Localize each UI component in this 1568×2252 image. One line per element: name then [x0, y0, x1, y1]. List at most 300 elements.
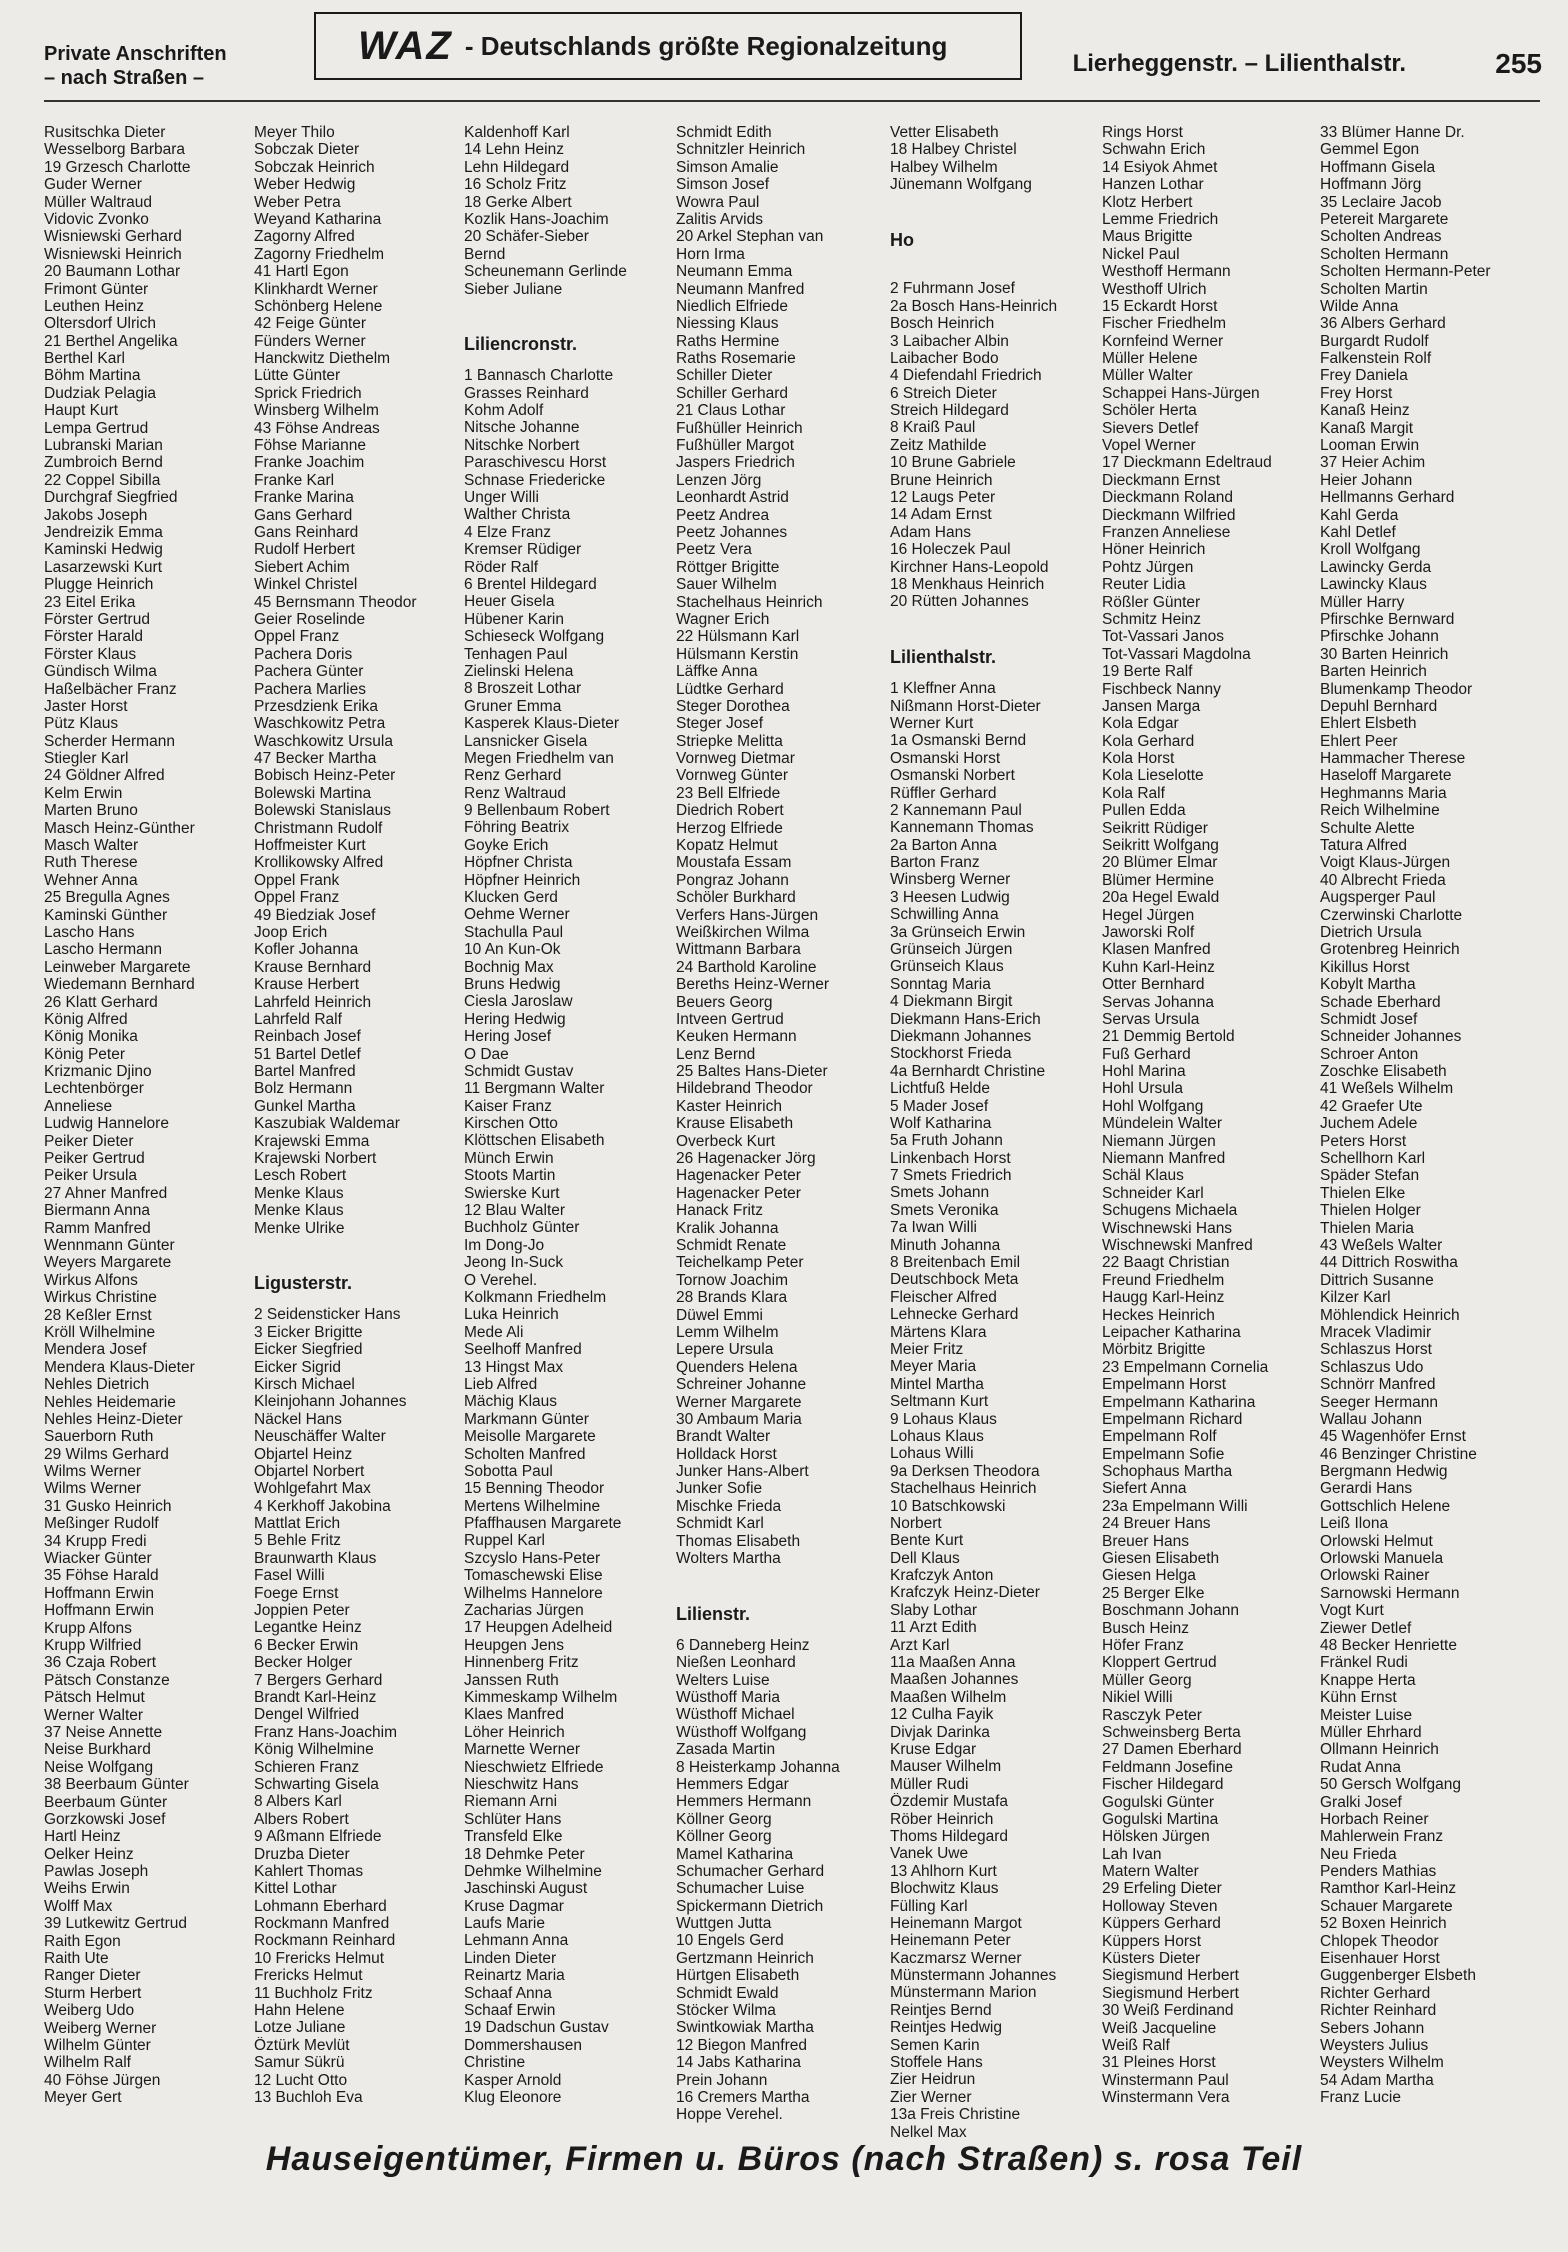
directory-entry: Lahrfeld Heinrich [254, 993, 372, 1011]
directory-entry: Joppien Peter [254, 1602, 350, 1620]
directory-entry: Gündisch Wilma [44, 663, 157, 681]
directory-entry: Luka Heinrich [464, 1306, 559, 1324]
directory-entry: 23a Empelmann Willi [1102, 1497, 1248, 1515]
directory-entry: Swierske Kurt [464, 1184, 560, 1202]
directory-entry: Sturm Herbert [44, 1984, 142, 2002]
directory-entry: Chlopek Theodor [1320, 1932, 1439, 1950]
directory-entry: Schöler Burkhard [676, 889, 796, 907]
directory-entry: Gralki Josef [1320, 1793, 1402, 1811]
directory-entry: 1a Osmanski Bernd [890, 732, 1027, 750]
directory-entry: Buchholz Günter [464, 1219, 580, 1237]
directory-entry: Schmitz Heinz [1102, 610, 1202, 628]
directory-entry: Wohlgefahrt Max [254, 1480, 371, 1498]
directory-entry: Fünders Werner [254, 332, 366, 350]
directory-entry: Druzba Dieter [254, 1845, 350, 1863]
directory-entry: Unger Willi [464, 489, 539, 507]
directory-entry: Krupp Alfons [44, 1619, 132, 1637]
directory-entry: Schiller Gerhard [676, 384, 788, 402]
directory-entry: 9 Lohaus Klaus [890, 1410, 997, 1428]
directory-entry: Stachulla Paul [464, 923, 564, 941]
directory-entry: Krajewski Emma [254, 1132, 370, 1150]
directory-entry: Stockhorst Frieda [890, 1045, 1012, 1063]
directory-entry: Ruppel Karl [464, 1532, 545, 1550]
directory-entry: Diekmann Johannes [890, 1027, 1032, 1045]
directory-entry: Jünemann Wolfgang [890, 176, 1032, 194]
directory-entry: Neuschäffer Walter [254, 1428, 386, 1446]
directory-entry: Heghmanns Maria [1320, 784, 1447, 802]
directory-entry: Ramm Manfred [44, 1219, 151, 1237]
directory-entry: Simson Amalie [676, 158, 779, 176]
directory-entry: Weiß Jacqueline [1102, 2019, 1217, 2037]
directory-entry: Mischke Frieda [676, 1497, 782, 1515]
directory-entry: Werner Walter [44, 1706, 144, 1724]
directory-entry: Scholten Hermann-Peter [1320, 263, 1491, 281]
directory-entry: Lehmann Anna [464, 1932, 569, 1950]
directory-entry: Sobczak Dieter [254, 141, 360, 159]
section-label-line2: – nach Straßen – [44, 67, 205, 89]
directory-entry: 33 Blümer Hanne Dr. [1320, 124, 1465, 141]
directory-entry: 12 Lucht Otto [254, 2071, 348, 2089]
directory-entry: Keuken Hermann [676, 1028, 797, 1046]
directory-entry: Kremser Rüdiger [464, 541, 582, 559]
directory-entry: 30 Barten Heinrich [1320, 645, 1449, 663]
directory-entry: Wilde Anna [1320, 297, 1399, 315]
directory-entry: Hübener Karin [464, 610, 564, 628]
directory-entry: Walther Christa [464, 506, 571, 524]
directory-entry: Kanaß Heinz [1320, 402, 1410, 420]
street-heading: Liliencronstr. [464, 334, 578, 355]
column-2 [254, 124, 459, 2106]
directory-entry: 11a Maaßen Anna [890, 1654, 1016, 1672]
directory-entry: 29 Wilms Gerhard [44, 1445, 169, 1463]
directory-entry: Fleischer Alfred [890, 1288, 997, 1306]
directory-entry: Ziewer Detlef [1320, 1619, 1412, 1637]
directory-entry: Röder Ralf [464, 558, 539, 576]
directory-entry: Knappe Herta [1320, 1671, 1416, 1689]
directory-entry: Voigt Klaus-Jürgen [1320, 854, 1451, 872]
directory-entry: Sobczak Heinrich [254, 158, 375, 176]
directory-entry: Simson Josef [676, 176, 770, 194]
directory-entry: 2a Barton Anna [890, 836, 997, 854]
directory-entry: Wisniewski Heinrich [44, 245, 182, 263]
directory-entry: Haßelbächer Franz [44, 680, 177, 698]
directory-entry: Schnörr Manfred [1320, 1376, 1436, 1394]
directory-entry: 48 Becker Henriette [1320, 1636, 1457, 1654]
directory-entry: 41 Weßels Wilhelm [1320, 1080, 1454, 1098]
directory-entry: 14 Jabs Katharina [676, 2054, 801, 2072]
column-4 [676, 124, 881, 2124]
directory-entry: Eicker Siegfried [254, 1341, 363, 1359]
directory-entry: Münstermann Marion [890, 1984, 1037, 2002]
directory-entry: 23 Empelmann Cornelia [1102, 1358, 1269, 1376]
directory-entry: Barton Franz [890, 854, 980, 872]
directory-entry: Peiker Ursula [44, 1167, 138, 1185]
directory-entry: Kopatz Helmut [676, 837, 778, 855]
directory-entry: Weyers Margarete [44, 1254, 172, 1272]
directory-entry: Herzog Elfriede [676, 819, 783, 837]
directory-entry: Rasczyk Peter [1102, 1706, 1202, 1724]
directory-entry: Wüsthoff Wolfgang [676, 1723, 807, 1741]
directory-entry: Swintkowiak Martha [676, 2019, 814, 2037]
directory-entry: 41 Hartl Egon [254, 263, 349, 281]
directory-entry: Pachera Doris [254, 645, 353, 663]
directory-entry: Schiller Dieter [676, 367, 773, 385]
directory-entry: Schauer Margarete [1320, 1897, 1453, 1915]
directory-entry: Neumann Manfred [676, 280, 805, 298]
directory-entry: Riemann Arni [464, 1793, 558, 1811]
directory-entry: Nehles Heinz-Dieter [44, 1410, 183, 1428]
directory-entry: Gans Gerhard [254, 506, 353, 524]
directory-entry: Schmidt Gustav [464, 1062, 574, 1080]
directory-entry: 36 Czaja Robert [44, 1654, 157, 1672]
directory-entry: Schöler Herta [1102, 402, 1197, 420]
directory-entry: Oelker Heinz [44, 1845, 134, 1863]
directory-entry: Jaworski Rolf [1102, 923, 1195, 941]
directory-entry: Boschmann Johann [1102, 1602, 1240, 1620]
directory-entry: Wagner Erich [676, 610, 770, 628]
directory-entry: Menke Ulrike [254, 1219, 345, 1237]
directory-entry: Holloway Steven [1102, 1897, 1218, 1915]
directory-entry: Moustafa Essam [676, 854, 792, 872]
directory-entry: Lahrfeld Ralf [254, 1010, 342, 1028]
directory-entry: Thielen Holger [1320, 1202, 1421, 1220]
directory-entry: 13 Hingst Max [464, 1358, 564, 1376]
directory-entry: 51 Bartel Detlef [254, 1045, 361, 1063]
directory-entry: 38 Beerbaum Günter [44, 1776, 189, 1794]
directory-entry: Hanckwitz Diethelm [254, 350, 391, 368]
directory-entry: Stöcker Wilma [676, 2002, 776, 2020]
directory-entry: 23 Bell Elfriede [676, 784, 781, 802]
directory-entry: Siefert Anna [1102, 1480, 1187, 1498]
directory-entry: Nitschke Norbert [464, 436, 580, 454]
directory-entry: Schneider Johannes [1320, 1028, 1462, 1046]
directory-entry: Sprick Friedrich [254, 384, 362, 402]
directory-entry: Vornweg Dietmar [676, 750, 795, 768]
directory-entry: Schaaf Anna [464, 1984, 552, 2002]
directory-entry: Zeitz Mathilde [890, 436, 987, 454]
directory-entry: Arzt Karl [890, 1636, 950, 1654]
directory-entry: Gogulski Martina [1102, 1810, 1219, 1828]
directory-entry: 12 Culha Fayik [890, 1706, 994, 1724]
directory-entry: Bolewski Martina [254, 784, 372, 802]
directory-entry: Stachelhaus Heinrich [890, 1480, 1037, 1498]
directory-entry: 39 Lutkewitz Gertrud [44, 1915, 188, 1933]
directory-entry: Oppel Franz [254, 628, 340, 646]
directory-entry: Schlaszus Horst [1320, 1341, 1432, 1359]
directory-entry: 6 Streich Dieter [890, 384, 997, 402]
directory-entry: Grotenbreg Heinrich [1320, 941, 1460, 959]
directory-entry: Nieschwitz Hans [464, 1775, 579, 1793]
directory-entry: Szcyslo Hans-Peter [464, 1549, 601, 1567]
directory-entry: 2a Bosch Hans-Heinrich [890, 297, 1058, 315]
directory-entry: Ehlert Elsbeth [1320, 715, 1417, 733]
directory-entry: Mächig Klaus [464, 1393, 558, 1411]
directory-entry: Hohl Ursula [1102, 1080, 1183, 1098]
directory-entry: 34 Krupp Fredi [44, 1532, 147, 1550]
directory-entry: Hartl Heinz [44, 1828, 121, 1846]
directory-entry: Krollikowsky Alfred [254, 854, 384, 872]
directory-entry: Kobylt Martha [1320, 976, 1416, 994]
directory-entry: Scholten Martin [1320, 280, 1428, 298]
directory-entry: Krafczyk Heinz-Dieter [890, 1584, 1040, 1602]
directory-entry: Stachelhaus Heinrich [676, 593, 823, 611]
directory-entry: 10 Frericks Helmut [254, 1949, 385, 1967]
directory-entry: Krupp Wilfried [44, 1636, 142, 1654]
directory-entry: Schreiner Johanne [676, 1376, 807, 1394]
directory-entry: Kola Ralf [1102, 784, 1165, 802]
directory-entry: 17 Heupgen Adelheid [464, 1619, 613, 1637]
directory-entry: Empelmann Sofie [1102, 1445, 1225, 1463]
directory-entry: 24 Barthold Karoline [676, 958, 817, 976]
directory-entry: Mattlat Erich [254, 1515, 341, 1533]
directory-entry: Reintjes Bernd [890, 2001, 992, 2019]
directory-entry: Jakobs Joseph [44, 506, 148, 524]
directory-entry: Transfeld Elke [464, 1828, 563, 1846]
directory-entry: 27 Ahner Manfred [44, 1184, 168, 1202]
directory-entry: 7 Smets Friedrich [890, 1167, 1012, 1185]
spacer [676, 1567, 881, 1584]
directory-entry: Breuer Hans [1102, 1532, 1190, 1550]
directory-entry: Pachera Marlies [254, 680, 366, 698]
directory-entry: Hülsmann Kerstin [676, 645, 799, 663]
directory-entry: Fasel Willi [254, 1567, 325, 1585]
directory-entry: 6 Brentel Hildegard [464, 575, 597, 593]
directory-entry: 18 Gerke Albert [464, 193, 572, 211]
directory-entry: Wuttgen Jutta [676, 1915, 772, 1933]
directory-entry: Bruns Hedwig [464, 975, 561, 993]
directory-entry: Wilms Werner [44, 1480, 142, 1498]
directory-entry: Hoffmann Jörg [1320, 176, 1422, 194]
directory-entry: Mracek Vladimir [1320, 1323, 1432, 1341]
directory-entry: 18 Dehmke Peter [464, 1845, 585, 1863]
directory-entry: Kofler Johanna [254, 941, 359, 959]
directory-entry: Schugens Michaela [1102, 1202, 1238, 1220]
directory-entry: Weber Hedwig [254, 176, 356, 194]
directory-entry: Klaes Manfred [464, 1706, 564, 1724]
directory-entry: Ludwig Hannelore [44, 1115, 169, 1133]
directory-entry: 6 Danneberg Heinz [676, 1636, 810, 1654]
directory-entry: König Alfred [44, 1010, 128, 1028]
directory-entry: 9 Aßmann Elfriede [254, 1828, 382, 1846]
directory-entry: Föhring Beatrix [464, 819, 570, 837]
directory-entry: 10 Engels Gerd [676, 1932, 784, 1950]
directory-entry: Dudziak Pelagia [44, 384, 157, 402]
directory-entry: Jaspers Friedrich [676, 454, 795, 472]
directory-entry: 24 Göldner Alfred [44, 767, 165, 785]
directory-entry: Zoschke Elisabeth [1320, 1063, 1447, 1081]
directory-entry: Falkenstein Rolf [1320, 350, 1432, 368]
directory-entry: Meyer Gert [44, 2089, 122, 2107]
directory-entry: Kaczmarsz Werner [890, 1949, 1022, 1967]
directory-entry: 19 Berte Ralf [1102, 663, 1193, 681]
directory-entry: Dieckmann Wilfried [1102, 506, 1236, 524]
directory-entry: Winstermann Paul [1102, 2071, 1229, 2089]
directory-entry: Niessing Klaus [676, 315, 779, 333]
directory-entry: Hering Hedwig [464, 1010, 566, 1028]
directory-entry: Sievers Detlef [1102, 419, 1199, 437]
directory-entry: Krause Herbert [254, 976, 360, 994]
directory-entry: Pfaffhausen Margarete [464, 1515, 622, 1533]
directory-entry: Schwahn Erich [1102, 141, 1206, 159]
directory-entry: Meier Fritz [890, 1341, 964, 1358]
directory-entry: Nelkel Max [890, 2123, 967, 2141]
directory-entry: Weber Petra [254, 193, 341, 211]
directory-entry: Hemmers Edgar [676, 1775, 789, 1793]
directory-entry: Kahl Gerda [1320, 506, 1399, 524]
directory-entry: Müller Georg [1102, 1671, 1192, 1689]
directory-entry: Durchgraf Siegfried [44, 489, 178, 507]
directory-entry: Depuhl Bernhard [1320, 697, 1438, 715]
directory-entry: Müller Waltraud [44, 193, 152, 211]
column-1 [44, 124, 249, 2107]
directory-entry: Hildebrand Theodor [676, 1080, 813, 1098]
directory-entry: Raith Egon [44, 1932, 121, 1950]
directory-entry: Peetz Vera [676, 541, 752, 559]
directory-entry: 14 Lehn Heinz [464, 141, 564, 159]
directory-entry: O Dae [464, 1045, 509, 1063]
directory-entry: Weiberg Werner [44, 2019, 157, 2037]
directory-entry: 4 Kerkhoff Jakobina [254, 1497, 391, 1515]
directory-entry: Kahlert Thomas [254, 1862, 364, 1880]
directory-entry: Wilhelms Hannelore [464, 1584, 603, 1602]
directory-entry: 2 Kannemann Paul [890, 801, 1022, 819]
directory-entry: Mahlerwein Franz [1320, 1828, 1444, 1846]
directory-entry: 22 Hülsmann Karl [676, 628, 800, 646]
directory-entry: Rings Horst [1102, 124, 1183, 141]
directory-entry: Schieseck Wolfgang [464, 628, 605, 646]
directory-entry: Teichelkamp Peter [676, 1254, 804, 1272]
directory-entry: Reinartz Maria [464, 1967, 565, 1985]
directory-entry: Tot-Vassari Janos [1102, 628, 1225, 646]
directory-entry: Schlaszus Udo [1320, 1358, 1424, 1376]
directory-entry: Grasses Reinhard [464, 384, 589, 402]
directory-entry: Kirschen Otto [464, 1115, 558, 1133]
directory-entry: 8 Broszeit Lothar [464, 680, 582, 698]
directory-entry: Wilhelm Ralf [44, 2054, 131, 2072]
directory-entry: Osmanski Horst [890, 749, 1001, 767]
directory-entry: Winsberg Werner [890, 871, 1011, 889]
directory-entry: Lotze Juliane [254, 2019, 346, 2037]
directory-entry: 44 Dittrich Roswitha [1320, 1254, 1458, 1272]
directory-entry: Menke Klaus [254, 1184, 344, 1202]
directory-entry: Kuhn Karl-Heinz [1102, 958, 1215, 976]
directory-entry: Stiegler Karl [44, 750, 129, 768]
column-5 [890, 124, 1095, 2141]
directory-entry: Kikillus Horst [1320, 958, 1410, 976]
header-rule [44, 100, 1540, 102]
directory-entry: 35 Föhse Harald [44, 1567, 159, 1585]
directory-entry: 21 Demmig Bertold [1102, 1028, 1235, 1046]
directory-entry: Bosch Heinrich [890, 315, 995, 333]
directory-entry: Osmanski Norbert [890, 767, 1015, 785]
directory-entry: 3 Heesen Ludwig [890, 888, 1010, 906]
directory-entry: Kröll Wilhelmine [44, 1323, 156, 1341]
directory-entry: Burgardt Rudolf [1320, 332, 1429, 350]
directory-entry: Zagorny Friedhelm [254, 245, 385, 263]
directory-entry: 3a Grünseich Erwin [890, 923, 1026, 941]
directory-entry: Neumann Emma [676, 263, 793, 281]
directory-entry: 35 Leclaire Jacob [1320, 193, 1442, 211]
directory-entry: Kaldenhoff Karl [464, 124, 570, 141]
directory-entry: Wüsthoff Maria [676, 1688, 780, 1706]
directory-entry: Peiker Gertrud [44, 1150, 145, 1168]
directory-entry: Wolters Martha [676, 1550, 781, 1568]
directory-entry: Sebers Johann [1320, 2019, 1425, 2037]
street-range: Lierheggenstr. – Lilienthalstr. [1072, 50, 1406, 77]
directory-entry: Nitsche Johanne [464, 419, 580, 437]
directory-entry: Raths Rosemarie [676, 350, 796, 368]
directory-entry: Kornfeind Werner [1102, 332, 1224, 350]
directory-entry: Laufs Marie [464, 1915, 545, 1933]
directory-entry: Laibacher Bodo [890, 349, 999, 367]
directory-entry: Schlüter Hans [464, 1810, 562, 1828]
directory-entry: 49 Biedziak Josef [254, 906, 376, 924]
directory-entry: Nießen Leonhard [676, 1654, 796, 1672]
directory-entry: Intveen Gertrud [676, 1010, 784, 1028]
directory-entry: Pfirschke Johann [1320, 628, 1439, 646]
directory-entry: Becker Holger [254, 1654, 353, 1672]
directory-entry: Bereths Heinz-Werner [676, 976, 830, 994]
directory-entry: Krizmanic Djino [44, 1063, 152, 1081]
directory-entry: Kannemann Thomas [890, 819, 1034, 837]
directory-entry: Heier Johann [1320, 471, 1413, 489]
directory-entry: Ehlert Peer [1320, 732, 1398, 750]
directory-entry: Wisniewski Gerhard [44, 228, 182, 246]
directory-entry: Divjak Darinka [890, 1723, 990, 1741]
directory-entry: 13 Ahlhorn Kurt [890, 1862, 997, 1880]
directory-entry: Lubranski Marian [44, 437, 163, 455]
directory-entry: Neu Frieda [1320, 1845, 1397, 1863]
directory-entry: Föhse Marianne [254, 437, 367, 455]
directory-entry: 9 Bellenbaum Robert [464, 802, 610, 820]
directory-entry: Franke Karl [254, 471, 335, 489]
directory-entry: Gerardi Hans [1320, 1480, 1413, 1498]
directory-entry: Kilzer Karl [1320, 1289, 1391, 1307]
directory-entry: Schmidt Renate [676, 1237, 787, 1254]
directory-entry: Zier Heidrun [890, 2071, 976, 2089]
directory-entry: Renz Waltraud [464, 784, 566, 802]
directory-entry: Blumenkamp Theodor [1320, 680, 1473, 698]
directory-entry: Hanzen Lothar [1102, 176, 1204, 194]
directory-entry: Leipacher Katharina [1102, 1323, 1241, 1341]
directory-entry: Thomas Elisabeth [676, 1532, 801, 1550]
directory-entry: Neise Burkhard [44, 1741, 151, 1759]
directory-entry: Heuer Gisela [464, 593, 555, 611]
directory-entry: Dengel Wilfried [254, 1706, 360, 1724]
directory-entry: Peetz Johannes [676, 523, 788, 541]
directory-entry: Nickel Paul [1102, 245, 1180, 263]
directory-entry: Reuter Lidia [1102, 576, 1186, 594]
directory-entry: Megen Friedhelm van [464, 749, 614, 767]
directory-entry: Sieber Juliane [464, 280, 563, 298]
directory-entry: Dieckmann Roland [1102, 489, 1233, 507]
directory-entry: 5a Fruth Johann [890, 1132, 1003, 1150]
directory-entry: Weißkirchen Wilma [676, 923, 810, 941]
directory-entry: Christmann Rudolf [254, 819, 383, 837]
section-label-line1: Private Anschriften [44, 43, 227, 65]
directory-entry: Smets Johann [890, 1184, 990, 1202]
directory-entry: Küppers Gerhard [1102, 1915, 1221, 1933]
directory-entry: Reinbach Josef [254, 1028, 361, 1046]
directory-entry: Tenhagen Paul [464, 645, 568, 663]
directory-entry: 7a Iwan Willi [890, 1219, 977, 1237]
directory-entry: Marnette Werner [464, 1741, 581, 1759]
directory-entry: Klotz Herbert [1102, 193, 1193, 211]
directory-entry: Ruth Therese [44, 854, 138, 872]
directory-entry: Wüsthoff Michael [676, 1706, 795, 1724]
directory-entry: 15 Benning Theodor [464, 1480, 605, 1498]
directory-entry: Seeger Hermann [1320, 1393, 1439, 1411]
